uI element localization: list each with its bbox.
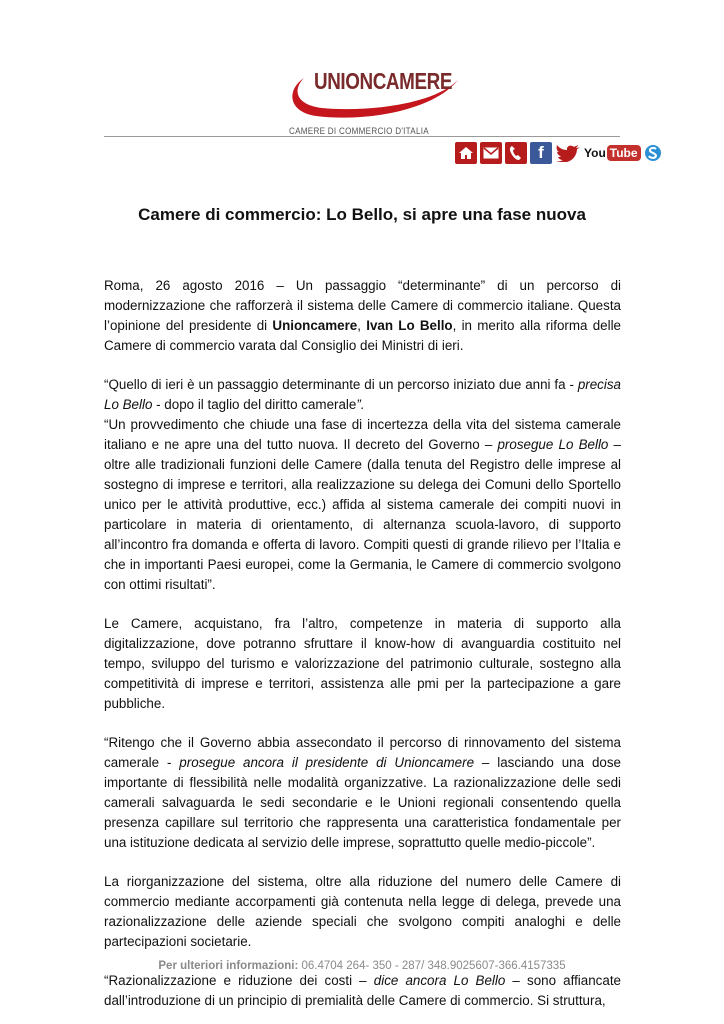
paragraph-6: La riorganizzazione del sistema, oltre alla riduzione del numero delle Camere di commercio mediante accorpamenti già contenuta nella legge di delega, prevede una razionalizzazione delle aziende speciali che svolgono compiti analoghi e delle partecipazioni societarie. xyxy=(104,874,621,949)
page-title: Camere di commercio: Lo Bello, si apre una fase nuova xyxy=(138,205,586,224)
paragraph-3 xyxy=(104,415,621,595)
twitter-icon[interactable] xyxy=(555,142,581,164)
italic-run: prosegue Lo Bello xyxy=(497,437,609,452)
text-run: Roma, 26 agosto 2016 – Un passaggio “determinante” di un percorso di modernizzazione che rafforzerà il sistema delle Camere di commercio italiane. Questa l’opinione del presidente di xyxy=(104,278,621,333)
social-links xyxy=(455,141,662,165)
unioncamere-logo xyxy=(282,60,462,132)
text-run: “Un provvedimento che chiude una fase di incertezza della vita del sistema camerale italiano e ne apre una del tutto nuova. Il decreto del Governo – xyxy=(104,417,621,452)
youtube-tube: Tube xyxy=(607,145,641,161)
text-run: , in merito alla riforma delle Camere di commercio varata dal Consiglio dei Ministri di ieri. xyxy=(104,318,621,353)
italic-run: ”. xyxy=(356,397,365,412)
text-run: – sono affiancate dall’introduzione di un principio di premialità delle Camere di commercio. Si struttura, xyxy=(104,973,621,1008)
bold-run: Ivan Lo Bello xyxy=(366,318,453,333)
italic-run: precisa Lo Bello xyxy=(104,377,621,412)
paragraph-2 xyxy=(104,375,621,415)
italic-run: dice ancora Lo Bello xyxy=(373,973,506,988)
contact-footer xyxy=(0,960,724,972)
phone-icon[interactable] xyxy=(505,142,527,164)
paragraph-5 xyxy=(104,733,621,853)
skype-icon[interactable] xyxy=(644,142,662,164)
logo-subtitle: CAMERE DI COMMERCIO D'ITALIA xyxy=(289,126,429,136)
paragraph-4: Le Camere, acquistano, fra l’altro, competenze in materia di supporto alla digitalizzazione, dove potranno sfruttare il know-how di avanguardia costituito nel tempo, sviluppo del turismo e valorizzazione del patrimonio culturale, sostegno alla competitività di imprese e territori, assistenza alle pmi per la partecipazione a gare pubbliche. xyxy=(104,616,621,711)
home-icon[interactable] xyxy=(455,142,477,164)
bold-run: Unioncamere xyxy=(272,318,358,333)
paragraph-1 xyxy=(104,276,621,356)
text-run: - dopo il taglio del diritto camerale xyxy=(152,397,357,412)
facebook-letter: f xyxy=(538,143,544,162)
youtube-icon[interactable] xyxy=(584,142,641,164)
text-run: , xyxy=(357,318,367,333)
article-body xyxy=(104,276,621,1011)
mail-icon[interactable] xyxy=(480,142,502,164)
text-run: – oltre alle tradizionali funzioni delle Camere (dalla tenuta del Registro delle imprese al sostegno di imprese e territori, alla realizzazione su delega dei Comuni dello Sportello unico per le attività produttive, ecc.) affida al sistema camerale dei compiti nuovi in particolare in materia di orientamento, di alternanza scuola-lavoro, di supporto all’incontro fra domanda e offerta di lavoro. Compiti questi di grande rilievo per l’Italia e che in importanti Paesi europei, come la Germania, le Camere di commercio svolgono con ottimi risultati”. xyxy=(104,437,622,592)
text-run: – lasciando una dose importante di flessibilità nelle modalità organizzative. La razionalizzazione delle sedi camerali salvaguarda le sedi secondarie e le Unioni regionali consentendo quella presenza capillare sul territorio che rappresenta una caratteristica fondamentale per una istituzione dedicata al servizio delle imprese, soprattutto quelle medio-piccole”. xyxy=(104,755,621,850)
text-run: “Ritengo che il Governo abbia assecondato il percorso di rinnovamento del sistema camerale - xyxy=(104,735,621,770)
footer-label: Per ulteriori informazioni: xyxy=(158,960,299,972)
paragraph-7 xyxy=(104,971,621,1011)
facebook-icon[interactable] xyxy=(530,142,552,164)
text-run: “Razionalizzazione e riduzione dei costi – xyxy=(104,973,374,988)
youtube-you: You xyxy=(584,146,606,160)
footer-numbers: 06.4704 264- 350 - 287/ 348.9025607-366.4157335 xyxy=(298,960,566,972)
header-divider xyxy=(104,136,620,137)
text-run: “Quello di ieri è un passaggio determinante di un percorso iniziato due anni fa - xyxy=(104,377,578,392)
logo-wordmark: UNIONCAMERE xyxy=(314,68,452,94)
italic-run: prosegue ancora il presidente di Unioncamere xyxy=(179,755,475,770)
